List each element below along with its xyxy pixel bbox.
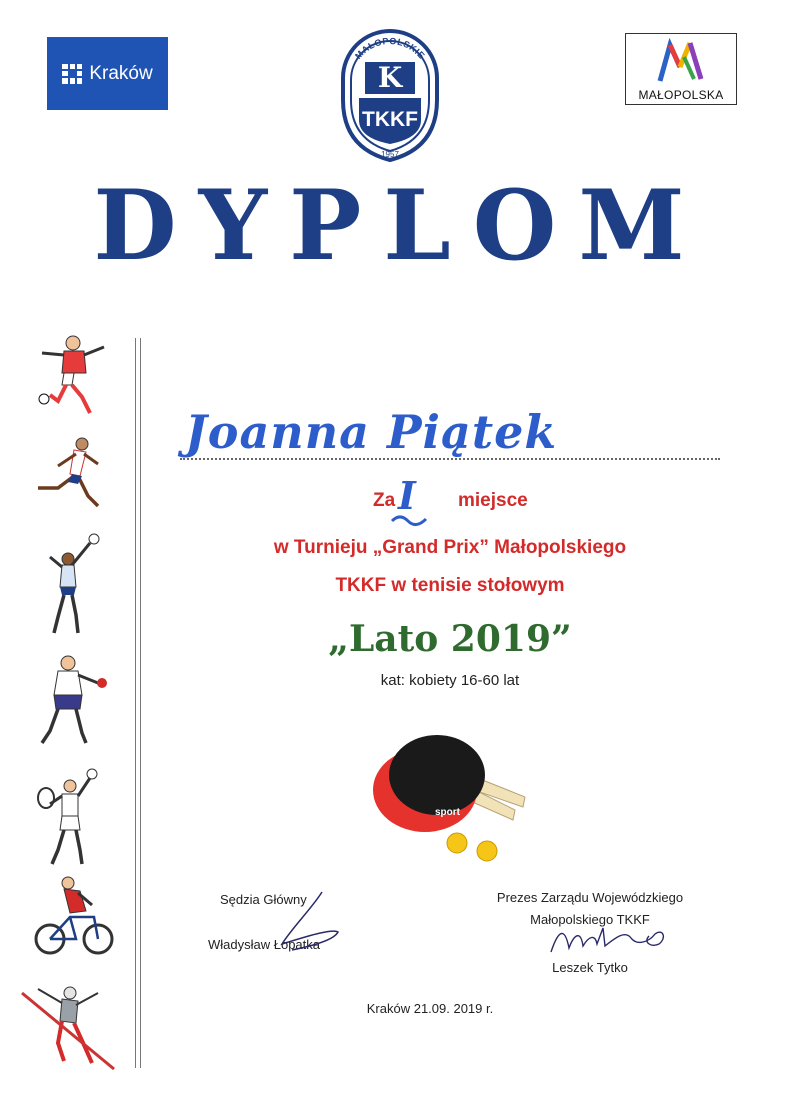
cyclist-icon — [36, 877, 112, 953]
malopolska-text: MAŁOPOLSKA — [638, 88, 724, 102]
judge-signature — [262, 888, 352, 958]
recipient-name: Joanna Piątek — [185, 405, 558, 459]
table-tennis-player-icon — [42, 656, 107, 743]
volleyball-player-icon — [50, 534, 99, 633]
tournament-line-2: TKKF w tenisie stołowym — [335, 575, 565, 596]
squiggle-underline — [390, 511, 430, 527]
tennis-player-icon — [38, 769, 97, 864]
malopolska-mountain-icon — [656, 37, 706, 85]
krakow-logo — [47, 37, 168, 110]
sports-illustrations — [18, 328, 118, 1080]
tkkf-ring-text: MAŁOPOLSKIE — [353, 35, 427, 61]
award-prefix: Za — [373, 490, 396, 511]
judge-name: Władysław Łopatka — [208, 937, 320, 952]
diploma-title: DYPLOM — [93, 169, 707, 282]
place-date: Kraków 21.09. 2019 r. — [366, 1001, 494, 1016]
tkkf-name: TKKF — [362, 108, 418, 131]
president-name: Leszek Tytko — [552, 960, 628, 975]
divider-lines — [135, 338, 141, 1068]
award-suffix: miejsce — [458, 490, 528, 511]
judge-role: Sędzia Główny — [220, 892, 307, 907]
tournament-line-1: w Turnieju „Grand Prix” Małopolskiego — [273, 537, 627, 558]
award-line — [330, 473, 570, 527]
edition-title: „Lato 2019” — [328, 618, 572, 660]
president-role-line-2: Małopolskiego TKKF — [530, 912, 650, 927]
football-player-icon — [39, 336, 104, 413]
krakow-mark-icon — [62, 64, 82, 84]
dotted-line — [180, 458, 720, 460]
skier-icon — [22, 987, 114, 1069]
president-signature — [545, 918, 675, 966]
malopolska-logo — [625, 33, 737, 105]
tkkf-letter: K — [377, 61, 403, 94]
runner-icon — [38, 438, 98, 506]
tkkf-year: 1957 — [381, 150, 399, 159]
ping-pong-paddles-icon — [365, 715, 545, 865]
paddle-brand: sport — [435, 807, 460, 818]
tkkf-emblem — [335, 20, 445, 165]
krakow-logo-text: Kraków — [89, 62, 153, 84]
category-text: kat: kobiety 16-60 lat — [380, 672, 520, 689]
president-role-line-1: Prezes Zarządu Wojewódzkiego — [496, 890, 684, 905]
award-place: I — [398, 473, 416, 518]
